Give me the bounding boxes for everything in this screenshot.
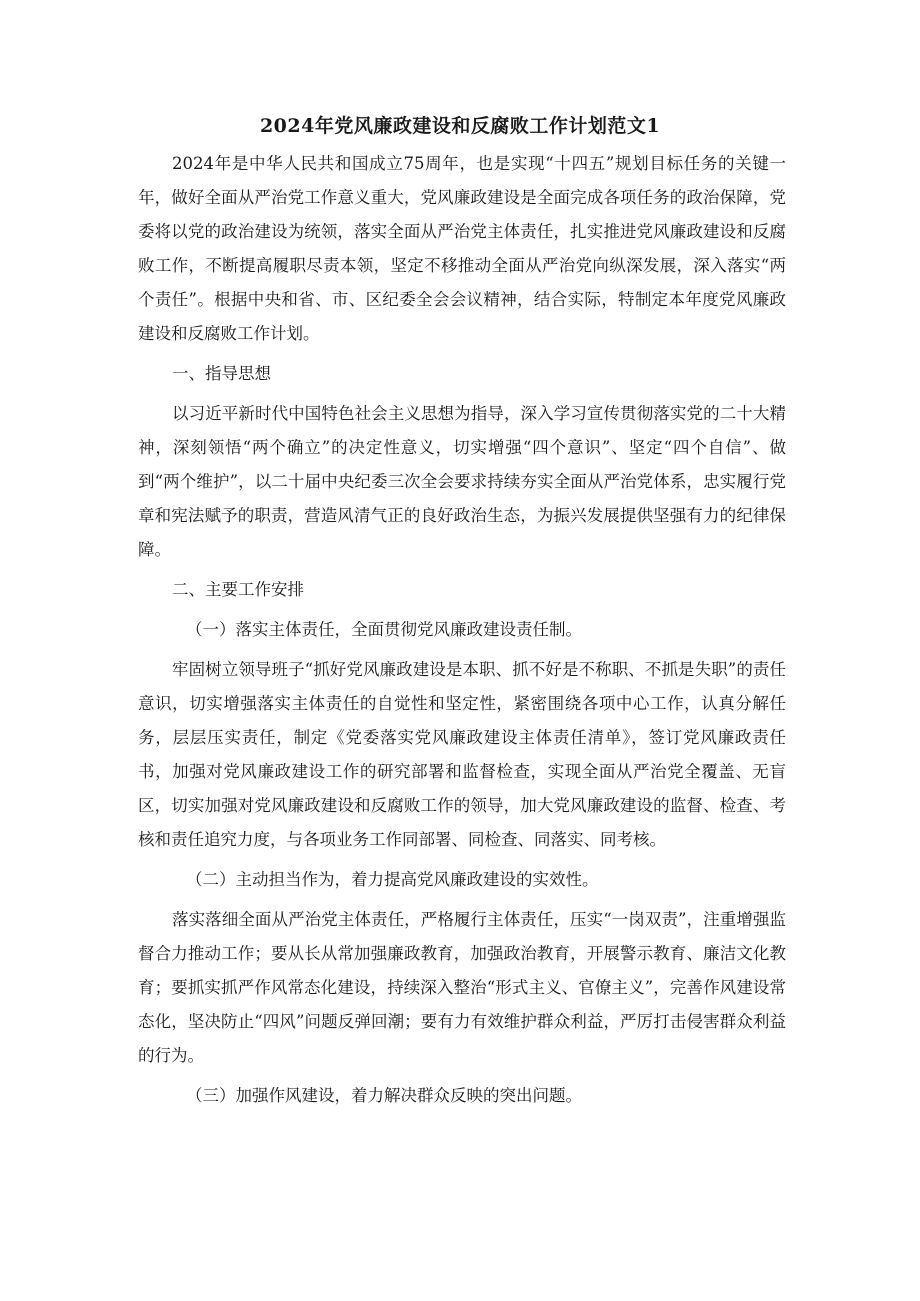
document-title: 2024年党风廉政建设和反腐败工作计划范文1 (259, 115, 661, 137)
guiding-thought-paragraph: 以习近平新时代中国特色社会主义思想为指导，深入学习宣传贯彻落实党的二十大精神，深刻领悟“两个确立”的决定性意义，切实增强“四个意识”、坚定“四个自信”、做到“两个维护”，以二十届中央纪委三次全会要求持续夯实全面从严治党体系，忠实履行党章和宪法赋予的职责，营造风清气正的良好政治生态，为振兴发展提供坚强有力的纪律保障。 (138, 404, 786, 559)
intro-paragraph: 2024年是中华人民共和国成立75周年，也是实现“十四五”规划目标任务的关键一年，做好全面从严治党工作意义重大，党风廉政建设是全面完成各项任务的政治保障，党委将以党的政治建设为统领，落实全面从严治党主体责任，扎实推进党风廉政建设和反腐败工作，不断提高履职尽责本领，坚定不移推动全面从严治党向纵深发展，深入落实“两个责任”。根据中央和省、市、区纪委全会会议精神，结合实际，特制定本年度党风廉政建设和反腐败工作计划。 (138, 154, 786, 343)
section-heading-main-work: 二、主要工作安排 (172, 580, 304, 599)
section-heading-guiding-thought: 一、指导思想 (172, 364, 271, 383)
document-body (138, 147, 786, 1113)
body-paragraph-1: 牢固树立领导班子“抓好党风廉政建设是本职、抓不好是不称职、不抓是失职”的责任意识，切实增强落实主体责任的自觉性和坚定性，紧密围绕各项中心工作，认真分解任务，层层压实责任，制定《党委落实党风廉政建设主体责任清单》，签订党风廉政责任书，加强对党风廉政建设工作的研究部署和监督检查，实现全面从严治党全覆盖、无盲区，切实加强对党风廉政建设和反腐败工作的领导，加大党风廉政建设的监督、检查、考核和责任追究力度，与各项业务工作同部署、同检查、同落实、同考核。 (138, 660, 786, 849)
subheading-3: （三）加强作风建设，着力解决群众反映的突出问题。 (186, 1086, 582, 1105)
subheading-1: （一）落实主体责任，全面贯彻党风廉政建设责任制。 (186, 620, 582, 639)
body-paragraph-2: 落实落细全面从严治党主体责任，严格履行主体责任，压实“一岗双责”，注重增强监督合力推动工作；要从长从常加强廉政教育，加强政治教育，开展警示教育、廉洁文化教育；要抓实抓严作风常态化建设，持续深入整治“形式主义、官僚主义”，完善作风建设常态化，坚决防止“四风”问题反弹回潮；要有力有效维护群众利益，严厉打击侵害群众利益的行为。 (138, 910, 786, 1065)
subheading-2: （二）主动担当作为，着力提高党风廉政建设的实效性。 (186, 870, 599, 889)
